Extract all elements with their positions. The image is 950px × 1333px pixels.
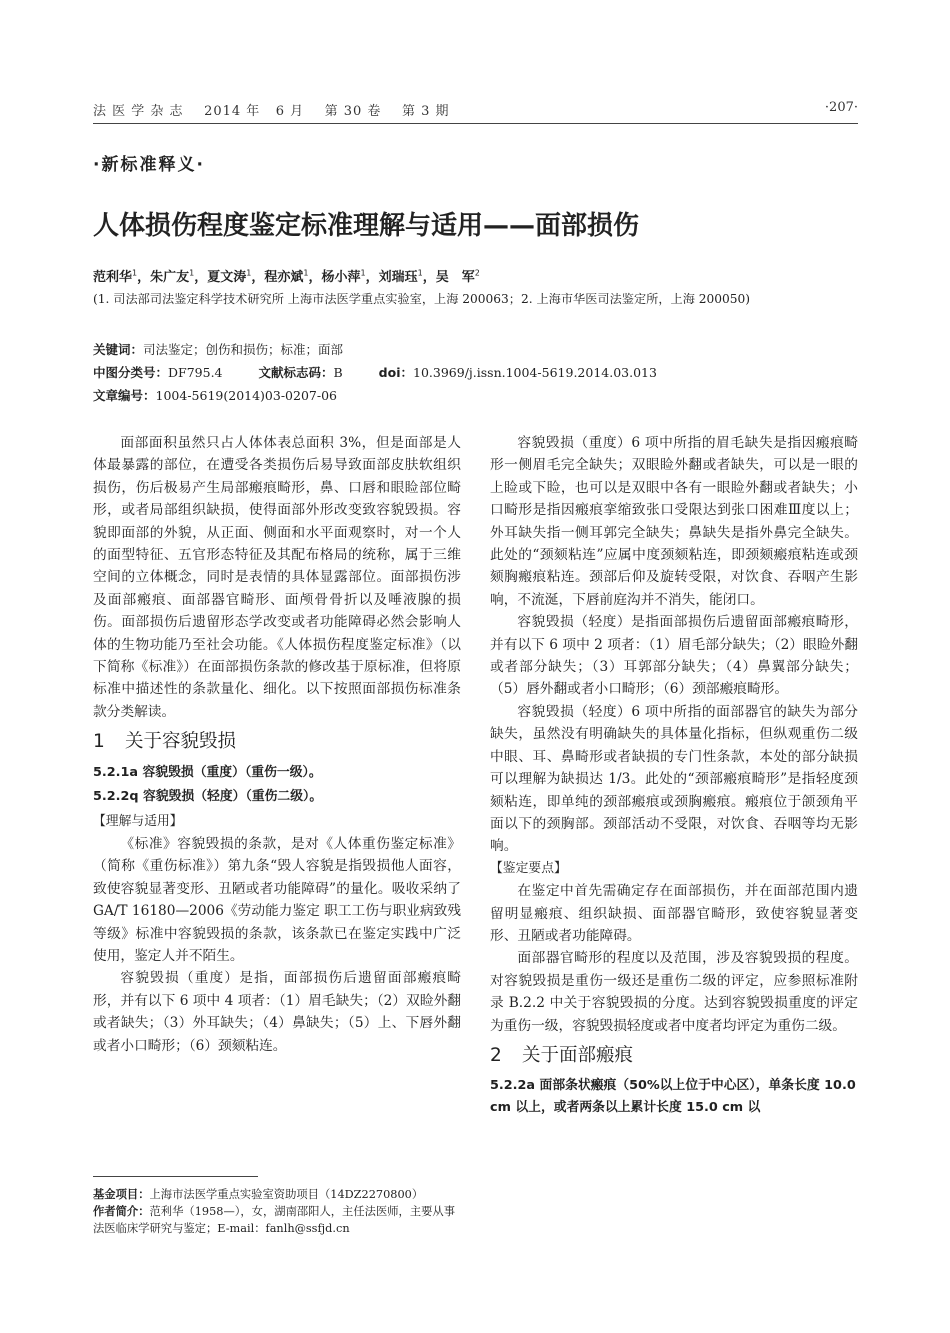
- body-paragraph: 容貌毁损（轻度）是指面部损伤后遗留面部瘢痕畸形，并有以下 6 项中 2 项者：（1）眉毛部分缺失；（2）眼睑外翻或者部分缺失；（3）耳郭部分缺失；（4）鼻翼部分缺失；（5）唇外翻或者小口畸形；（6）颈部瘢痕畸形。: [490, 614, 858, 698]
- keywords-line: [93, 340, 343, 358]
- author-affiliation-mark: 2: [474, 268, 480, 278]
- journal-name: 法 医 学 杂 志: [93, 104, 184, 119]
- column-name: ·新标准释义·: [93, 155, 205, 175]
- body-paragraph: 在鉴定中首先需确定存在面部损伤，并在面部范围内遗留明显瘢痕、组织缺损、面部器官畸形，致使容貌显著变形、丑陋或者功能障碍。: [490, 883, 858, 944]
- author-affiliation-mark: 1: [303, 268, 309, 278]
- section-number: 2: [490, 1044, 502, 1066]
- author-name: 范利华: [93, 270, 133, 285]
- article-number-line: [93, 386, 337, 404]
- body-paragraph: 面部器官畸形的程度以及范围，涉及容貌毁损的程度。对容貌毁损是重伤一级还是重伤二级的评定，应参照标准附录 B.2.2 中关于容貌毁损的分度。达到容貌毁损重度的评定为重伤一级，容貌毁损轻度或者中度者均评定为重伤二级。: [490, 950, 858, 1034]
- section-title: 关于容貌毁损: [125, 731, 237, 753]
- footnotes: [93, 1186, 461, 1237]
- subsection-tag: 【理解与适用】: [93, 813, 183, 829]
- keywords: 司法鉴定；创伤和损伤；标准；面部: [143, 342, 344, 357]
- author-name: 朱广友: [150, 270, 190, 285]
- author-affiliation-mark: 1: [132, 268, 138, 278]
- article-title: 人体损伤程度鉴定标准理解与适用——面部损伤: [93, 211, 640, 241]
- section-heading: [93, 731, 461, 753]
- funding-label: 基金项目：: [93, 1188, 150, 1201]
- intro-paragraph: 面部面积虽然只占人体体表总面积 3%，但是面部是人体最暴露的部位，在遭受各类损伤后易导致面部皮肤软组织损伤，伤后极易产生局部瘢痕畸形，鼻、口唇和眼睑部位畸形，或者局部组织缺损，使得面部外形改变致容貌毁损。容貌即面部的外貌，从正面、侧面和水平面观察时，对一个人的面型特征、五官形态特征及其配布格局的统称，属于三维空间的立体概念，同时是表情的具体显露部位。面部损伤涉及面部瘢痕、面部器官畸形、面颅骨骨折以及唾液腺的损伤。面部损伤后遗留形态学改变或者功能障碍必然会影响人体的生物功能乃至社会功能。《人体损伤程度鉴定标准》（以下简称《标准》）在面部损伤条款的修改基于原标准，但将原标准中描述性的条款量化、细化。以下按照面部损伤标准条款分类解读。: [93, 435, 461, 720]
- author-bio-note: [93, 1203, 461, 1237]
- doi: 10.3969/j.issn.1004-5619.2014.03.013: [413, 365, 657, 380]
- author-bio-label: 作者简介：: [93, 1205, 150, 1218]
- body-paragraph: 容貌毁损（重度）是指，面部损伤后遗留面部瘢痕畸形，并有以下 6 项中 4 项者：（1）眉毛缺失；（2）双睑外翻或者缺失；（3）外耳缺失；（4）鼻缺失；（5）上、下唇外翻或者小口畸形；（6）颈颏粘连。: [93, 970, 461, 1054]
- journal-info: [93, 100, 450, 119]
- article-number: 1004-5619(2014)03-0207-06: [155, 388, 337, 403]
- footnote-divider: [93, 1176, 258, 1177]
- journal-year: 2014 年: [204, 104, 261, 119]
- document-code: B: [333, 365, 343, 380]
- article-number-label: 文章编号：: [93, 388, 156, 403]
- journal-volume: 第 30 卷: [324, 104, 382, 119]
- classification-line: [93, 363, 657, 381]
- author-affiliation-mark: 1: [417, 268, 423, 278]
- left-column: [93, 432, 461, 1057]
- running-header: [93, 100, 858, 122]
- page-number: ·207·: [824, 100, 858, 115]
- journal-month: 6 月: [275, 104, 305, 119]
- author-affiliation-mark: 1: [246, 268, 252, 278]
- clc-label: 中图分类号：: [93, 365, 169, 380]
- body-paragraph: 容貌毁损（重度）6 项中所指的眉毛缺失是指因瘢痕畸形一侧眉毛完全缺失；双眼睑外翻或者缺失，可以是一眼的上睑或下睑，也可以是双眼中各有一眼睑外翻或者缺失；小口畸形是指因瘢痕挛缩致张口受限达到张口困难Ⅲ度以上；外耳缺失指一侧耳郭完全缺失；鼻缺失是指外鼻完全缺失。此处的“颈颏粘连”应属中度颈颏粘连，即颈颏瘢痕粘连或颈颏胸瘢痕粘连。颈部后仰及旋转受限，对饮食、吞咽产生影响，不流涎，下唇前庭沟并不消失，能闭口。: [490, 435, 858, 608]
- clause-heading: 5.2.1a 容貌毁损（重度）（重伤一级）。: [93, 764, 322, 780]
- author-name: 杨小萍: [321, 270, 361, 285]
- author-list: 范利华$^1$，朱广友$^1$，夏文涛$^1$，程亦斌$^1$，杨小萍$^1$，刘瑞珏$^1$，吴 军$^2$: [93, 268, 480, 285]
- document-code-label: 文献标志码：: [258, 365, 334, 380]
- author-name: 刘瑞珏: [378, 270, 418, 285]
- clause-heading: 5.2.2q 容貌毁损（轻度）（重伤二级）。: [93, 789, 323, 805]
- funding-text: 上海市法医学重点实验室资助项目（14DZ2270800）: [149, 1188, 424, 1201]
- author-name: 夏文涛: [207, 270, 247, 285]
- author-name: 程亦斌: [264, 270, 304, 285]
- author-name: 吴 军: [435, 270, 475, 285]
- funding-note: [93, 1186, 461, 1203]
- section-title: 关于面部瘢痕: [522, 1044, 634, 1066]
- affiliation: (1. 司法部司法鉴定科学技术研究所 上海市法医学重点实验室，上海 200063；2. 上海市华医司法鉴定所，上海 200050): [93, 292, 751, 306]
- journal-issue: 第 3 期: [401, 104, 450, 119]
- body-paragraph: 《标准》容貌毁损的条款，是对《人体重伤鉴定标准》（简称《重伤标准》）第九条“毁人容貌是指毁损他人面容，致使容貌显著变形、丑陋或者功能障碍”的量化。吸收采纳了 GA/T 16180—2006《劳动能力鉴定 职工工伤与职业病致残等级》标准中容貌毁损的条款，该条款已在鉴定实践中广泛使用，鉴定人并不陌生。: [93, 835, 462, 964]
- header-divider: [93, 123, 858, 124]
- clc-code: DF795.4: [168, 365, 223, 380]
- section-heading: [490, 1045, 858, 1067]
- section-number: 1: [93, 731, 105, 753]
- clause-heading: 5.2.2a 面部条状瘢痕（50%以上位于中心区），单条长度 10.0 cm 以上，或者两条以上累计长度 15.0 cm 以: [490, 1078, 856, 1116]
- right-column: [490, 432, 858, 1121]
- doi-label: doi：: [378, 365, 413, 380]
- subsection-tag: 【鉴定要点】: [490, 860, 567, 876]
- author-bio-text: 范利华（1958—），女，湖南邵阳人，主任法医师，主要从事法医临床学研究与鉴定；E-mail：fanlh@ssfjd.cn: [93, 1205, 456, 1235]
- body-paragraph: 容貌毁损（轻度）6 项中所指的面部器官的缺失为部分缺失，虽然没有明确缺失的具体量化指标，但纵观重伤二级中眼、耳、鼻畸形或者缺损的专门性条款，本处的部分缺损可以理解为缺损达 1/3。此处的“颈部瘢痕畸形”是指轻度颈颏粘连，即单纯的颈部瘢痕或颈胸瘢痕。瘢痕位于颌颈角平面以下的颈胸部。颈部活动不受限，对饮食、吞咽等均无影响。: [490, 703, 858, 855]
- keywords-label: 关键词：: [93, 342, 144, 357]
- author-affiliation-mark: 1: [360, 268, 366, 278]
- author-affiliation-mark: 1: [189, 268, 195, 278]
